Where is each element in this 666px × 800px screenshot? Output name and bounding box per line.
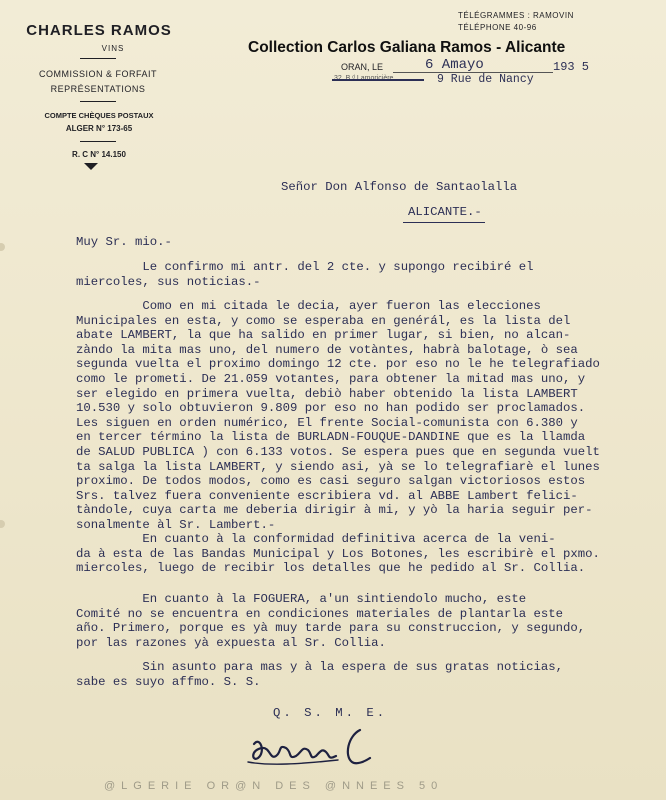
company-rc: R. C N° 14.150	[72, 150, 126, 159]
recipient-city: ALICANTE.-	[408, 205, 482, 219]
place-label: ORAN, LE	[341, 62, 384, 72]
company-cheques: COMPTE CHÈQUES POSTAUX	[44, 111, 154, 120]
company-name: CHARLES RAMOS	[26, 22, 172, 39]
date-day-month: 6 Amayo	[425, 57, 484, 73]
collection-label: Collection Carlos Galiana Ramos - Alicante	[248, 39, 566, 56]
new-address: 9 Rue de Nancy	[437, 73, 534, 86]
company-alger: ALGER N° 173-65	[65, 124, 133, 133]
city-underline	[403, 222, 485, 223]
watermark: @LGERIE OR@N DES @NNEES 50	[104, 780, 444, 792]
body-paragraph: En cuanto à la conformidad definitiva acerca de la veni- da à esta de las Bandas Municipal y Los Botones, les escribirè el pxmo. miercoles, luego de recibir los detalles que he pedido al Sr. Collia.	[76, 532, 600, 576]
recipient-name: Señor Don Alfonso de Santaolalla	[281, 180, 518, 194]
body-paragraph: En cuanto à la FOGUERA, a'un sintiendolo mucho, este Comité no se encuentra en condiciones materiales de plantarla este año. Primero, porque es yà muy tarde para su construccion, y segundo, por las razones yà expuesta al Sr. Collia.	[76, 592, 586, 650]
divider	[80, 58, 116, 59]
salutation: Muy Sr. mio.-	[76, 235, 172, 249]
punch-hole	[0, 243, 5, 251]
telephone-line: TÉLÉPHONE 40-96	[458, 23, 537, 32]
date-year: 193 5	[553, 60, 590, 74]
closing: Q. S. M. E.	[273, 706, 388, 720]
handwritten-signature	[240, 722, 400, 772]
punch-hole	[0, 520, 5, 528]
company-line-representations: REPRÉSENTATIONS	[50, 84, 146, 94]
body-paragraph: Sin asunto para mas y à la espera de sus gratas noticias, sabe es suyo affmo. S. S.	[76, 660, 564, 689]
company-subtitle: VINS	[101, 44, 125, 53]
body-paragraph: Como en mi citada le decia, ayer fueron las elecciones Municipales en esta, y como se esperaba en genérál, es la lista del abate LAMBERT, la que ha salido en primer lugar, si bien, no alcan- zàndo la mita mas uno, del numero de votàntes, habrà balotage, ò sea segunda vuelta el proximo domingo 12 cte. por eso no le he telegrafiado como le prometi. De 21.059 votantes, para obtener la mitad mas uno, y ser elegido en primera vuelta, debiò haber obtenido la lista LAMBERT 10.530 y solo obtuvieron 9.809 por eso no han podido ser proclamados. Les siguen en orden numérico, El frente Social-comunista con 6.380 y en tercer término la lista de BURLADN-FOUQUE-DANDINE que es la llamda de SALUD PUBLICA ) con 6.133 votos. Se espera pues que en segunda vuelt ta salga la lista LAMBERT, y siendo asi, yà se lo telegrafiarè el lunes proximo. De todos modos, como es casi seguro salgan victoriosos estos Srs. talvez fuera conveniente escribiera vd. al ABBE Lambert felici- tàndole, cuya carta me deberia dirigir à mi, y yò la haria seguir per- sonalmente àl Sr. Lambert.-	[76, 299, 600, 532]
divider	[80, 141, 116, 142]
body-paragraph: Le confirmo mi antr. del 2 cte. y supongo recibiré el miercoles, sus noticias.-	[76, 260, 534, 289]
triangle-ornament-icon	[84, 163, 98, 170]
company-line-commission: COMMISSION & FORFAIT	[38, 69, 157, 79]
telegrammes-line: TÉLÉGRAMMES : RAMOVIN	[458, 11, 574, 20]
strike-through	[332, 79, 424, 81]
divider	[80, 101, 116, 102]
